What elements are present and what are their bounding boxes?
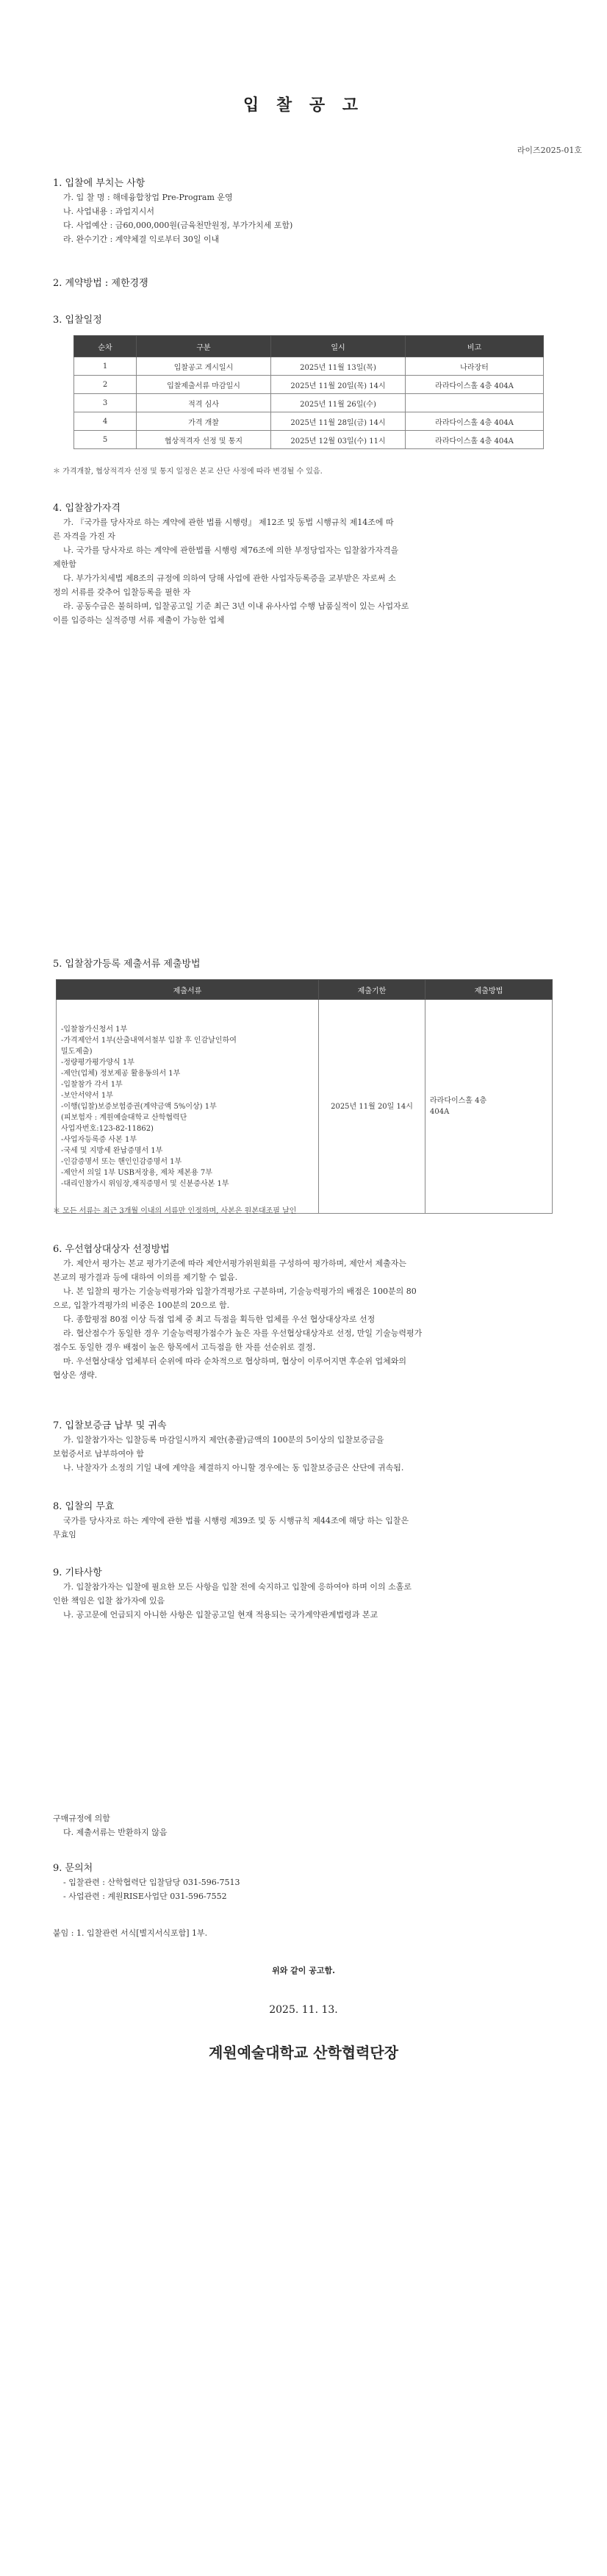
s1-line-2: 나. 사업내용 : 과업지시서: [63, 207, 154, 216]
cell: 라라다이스홀 4층 404A: [406, 412, 544, 431]
section-5-heading: 5. 입찰참가등록 제출서류 제출방법: [53, 959, 201, 970]
s8-line-2: 무효임: [53, 1530, 76, 1539]
section-9-continued: [53, 1811, 567, 1839]
section-1-heading: 1. 입찰에 부치는 사항: [53, 178, 146, 189]
cell: 라라다이스홀 4층 404A: [406, 376, 544, 394]
cell: 4: [74, 412, 137, 431]
list-item: -입찰참가 각서 1부: [61, 1080, 123, 1089]
cell: 2025년 12월 03일(수) 11시: [271, 431, 406, 449]
section-3-heading: 3. 입찰일정: [53, 315, 102, 326]
s7-line-3: 나. 낙찰자가 소정의 기일 내에 계약을 체결하지 아니할 경우에는 동 입찰보증금은 산단에 귀속됨.: [63, 1463, 404, 1473]
table-row: [57, 1000, 553, 1214]
cell: 3: [74, 394, 137, 412]
s4-line-3: 나. 국가를 당사자로 하는 계약에 관한법률 시행령 제76조에 의한 부정당업자는 입찰참가자격을: [63, 545, 399, 555]
s6-line-8: 마. 우선협상대상 업체부터 순위에 따라 순차적으로 협상하며, 협상이 이루어지면 후순위 업체와의: [63, 1356, 406, 1366]
cell: 2025년 11월 13일(목): [271, 357, 406, 376]
cell: 협상적격자 선정 및 통지: [137, 431, 271, 449]
cont-line-1: 구매규정에 의함: [53, 1814, 110, 1823]
cell: 가격 개찰: [137, 412, 271, 431]
issuer-name: 계원예술대학교 산학협력단장: [208, 2044, 399, 2061]
s6-line-9: 협상은 생략.: [53, 1370, 98, 1380]
cell: 2025년 11월 28일(금) 14시: [271, 412, 406, 431]
section-1: [53, 175, 567, 246]
s6-line-3: 나. 본 입찰의 평가는 기술능력평가와 입찰가격평가로 구분하며, 기술능력평가의 배점은 100분의 80: [63, 1287, 417, 1296]
cell: 라라다이스홀 4층 404A: [406, 431, 544, 449]
contact-line-1: - 입찰관련 : 산학협력단 입찰담당 031-596-7513: [63, 1878, 240, 1887]
s4-line-7: 라. 공동수급은 불허하며, 입찰공고일 기준 최근 3년 이내 유사사업 수행 납품실적이 있는 사업자로: [63, 601, 409, 611]
s6-line-4: 으로, 입찰가격평가의 비중은 100분의 20으로 함.: [53, 1300, 230, 1310]
s1-line-4: 라. 완수기간 : 계약체결 익로부터 30일 이내: [63, 235, 220, 244]
list-item: -국세 및 지방세 완납증명서 1부: [61, 1146, 163, 1155]
schedule-header-type: 구분: [137, 336, 271, 357]
section-9: [53, 1564, 567, 1622]
submission-method-cell: [425, 1000, 553, 1214]
section-4-heading: 4. 입찰참가자격: [53, 503, 121, 514]
section-2-heading: 2. 계약방법 : 제한경쟁: [53, 278, 148, 289]
s1-line-1: 가. 입 찰 명 : 해데융합창업 Pre-Program 운영: [63, 193, 233, 202]
submission-docs-cell: [57, 1000, 319, 1214]
s7-line-1: 가. 입찰참가자는 입찰등록 마감일시까지 제안(총괄)금액의 100분의 5이상의 입찰보증금을: [63, 1435, 384, 1445]
cont-line-2: 다. 제출서류는 반환하지 않음: [63, 1828, 168, 1837]
submission-table: [56, 979, 553, 1214]
submission-deadline-cell: 2025년 11월 20일 14시: [319, 1000, 425, 1214]
list-item: -가격제안서 1부(산출내역서철부 입찰 후 인감날인하여: [61, 1036, 237, 1045]
list-item: -이행(입찰)보증보험증권(계약금액 5%이상) 1부: [61, 1102, 217, 1111]
s4-line-6: 정의 서류를 갖추어 입찰등록을 필한 자: [53, 587, 191, 597]
schedule-header-note: 비고: [406, 336, 544, 357]
section-7: [53, 1417, 567, 1475]
list-item: (피보험자 : 계원예술대학교 산학협력단: [61, 1113, 187, 1122]
cell: 2: [74, 376, 137, 394]
list-item: -대리인참가시 위임장,재직증명서 및 신분증사본 1부: [61, 1179, 229, 1188]
s7-line-2: 보험증서로 납부하여야 함: [53, 1449, 144, 1459]
s6-line-2: 본교의 평가결과 등에 대하여 이의를 제기할 수 없음.: [53, 1273, 238, 1282]
section-4: [53, 500, 567, 627]
section-9-heading: 9. 기타사항: [53, 1567, 102, 1578]
table-row: [74, 431, 544, 449]
s4-line-1: 가. 『국가를 당사자로 하는 계약에 관한 법률 시행령』 제12조 및 동법 시행규칙 제14조에 따: [63, 518, 394, 527]
submission-method-line-1: 라라다이스홀 4층: [430, 1097, 487, 1105]
closing-statement: 위와 같이 공고함.: [272, 1966, 335, 1975]
page-title: 입 찰 공 고: [243, 96, 364, 115]
table-row: [74, 412, 544, 431]
s4-line-5: 다. 부가가치세법 제8조의 규정에 의하여 당해 사업에 관한 사업자등록증을 교부받은 자로써 소: [63, 573, 396, 583]
s4-line-4: 제한함: [53, 559, 76, 569]
table-row: [74, 376, 544, 394]
announcement-date: 2025. 11. 13.: [269, 2004, 338, 2016]
s8-line-1: 국가를 당사자로 하는 계약에 관한 법률 시행령 제39조 및 동 시행규칙 제44조에 해당 하는 입찰은: [63, 1516, 409, 1525]
cell: 2025년 11월 20일(목) 14시: [271, 376, 406, 394]
s9-line-2: 인한 책임은 입찰 참가자에 있음: [53, 1596, 165, 1606]
submission-method-line-2: 404A: [430, 1108, 450, 1116]
schedule-note: ＊ 가격개찰, 협상적격자 선정 및 통지 일정은 본교 산단 사정에 따라 변경될 수 있음.: [53, 468, 323, 476]
section-6-heading: 6. 우선협상대상자 선정방법: [53, 1244, 170, 1255]
cell: 입찰공고 게시일시: [137, 357, 271, 376]
submission-header-deadline: 제출기한: [319, 980, 425, 1000]
cell: [406, 394, 544, 412]
s9-line-3: 나. 공고문에 언급되지 아니한 사항은 입찰공고일 현재 적용되는 국가계약관계법령과 본교: [63, 1610, 378, 1620]
contact-section: [53, 1860, 567, 1903]
cell: 1: [74, 357, 137, 376]
cell: 나라장터: [406, 357, 544, 376]
list-item: 사업자번호:123-82-11862): [61, 1124, 154, 1133]
table-row: [74, 357, 544, 376]
schedule-header-date: 일시: [271, 336, 406, 357]
s4-line-2: 른 자격을 가진 자: [53, 532, 115, 541]
list-item: -인감증명서 또는 핸인인감증명서 1부: [61, 1157, 182, 1166]
s6-line-7: 점수도 동일한 경우 배점이 높은 항목에서 고득점을 한 자를 선순위로 결정.: [53, 1342, 316, 1352]
section-6: [53, 1241, 567, 1382]
contact-line-2: - 사업관련 : 계원RISE사업단 031-596-7552: [63, 1892, 227, 1901]
list-item: -제안(업체) 정보제공 활용동의서 1부: [61, 1069, 181, 1078]
table-row: [74, 394, 544, 412]
s6-line-5: 다. 종합평점 80점 이상 득점 업체 중 최고 득점을 획득한 업체를 우선 협상대상자로 선정: [63, 1314, 376, 1324]
list-item: -사업자등록증 사본 1부: [61, 1135, 137, 1144]
s4-line-8: 이를 입증하는 실적증명 서류 제출이 가능한 업체: [53, 615, 225, 625]
submission-note: ＊ 모든 서류는 최근 3개월 이내의 서류만 인정하며, 사본은 원본대조필 날인: [53, 1207, 297, 1215]
s6-line-1: 가. 제안서 평가는 본교 평가기준에 따라 제안서평가위원회를 구성하여 평가하며, 제안서 제출자는: [63, 1259, 406, 1268]
section-8: [53, 1498, 567, 1542]
list-item: -보안서약서 1부: [61, 1091, 113, 1100]
document-number: 라이즈2025-01호: [517, 146, 582, 155]
list-item: 밀도제출): [61, 1047, 93, 1056]
cell: 2025년 11월 26일(수): [271, 394, 406, 412]
s9-line-1: 가. 입찰참가자는 입찰에 필요한 모든 사항을 입찰 전에 숙지하고 입찰에 응하여야 하며 이의 소홀로: [63, 1582, 412, 1592]
contact-heading: 9. 문의처: [53, 1863, 93, 1874]
schedule-table: [73, 335, 544, 449]
submission-header-docs: 제출서류: [57, 980, 319, 1000]
list-item: -제안서 의일 1부 USB저장용, 제차 제본용 7부: [61, 1168, 212, 1177]
s6-line-6: 라. 협산점수가 동일한 경우 기술능력평가점수가 높은 자를 우선협상대상자로 선정, 만일 기술능력평가: [63, 1328, 423, 1338]
submission-header-method: 제출방법: [425, 980, 553, 1000]
s1-line-3: 다. 사업예산 : 금60,000,000원(금육천만원정, 부가가치세 포함): [63, 221, 293, 230]
list-item: -입찰참가신청서 1부: [61, 1025, 128, 1034]
section-7-heading: 7. 입찰보증금 납부 및 귀속: [53, 1420, 167, 1431]
attachment-note: 붙임 : 1. 입찰관련 서식[별지서식포함] 1부.: [53, 1928, 208, 1938]
schedule-header-no: 순차: [74, 336, 137, 357]
cell: 5: [74, 431, 137, 449]
cell: 입찰제출서류 마감일시: [137, 376, 271, 394]
list-item: -정량평가평가양식 1부: [61, 1058, 134, 1067]
cell: 적격 심사: [137, 394, 271, 412]
section-8-heading: 8. 입찰의 무효: [53, 1501, 115, 1512]
